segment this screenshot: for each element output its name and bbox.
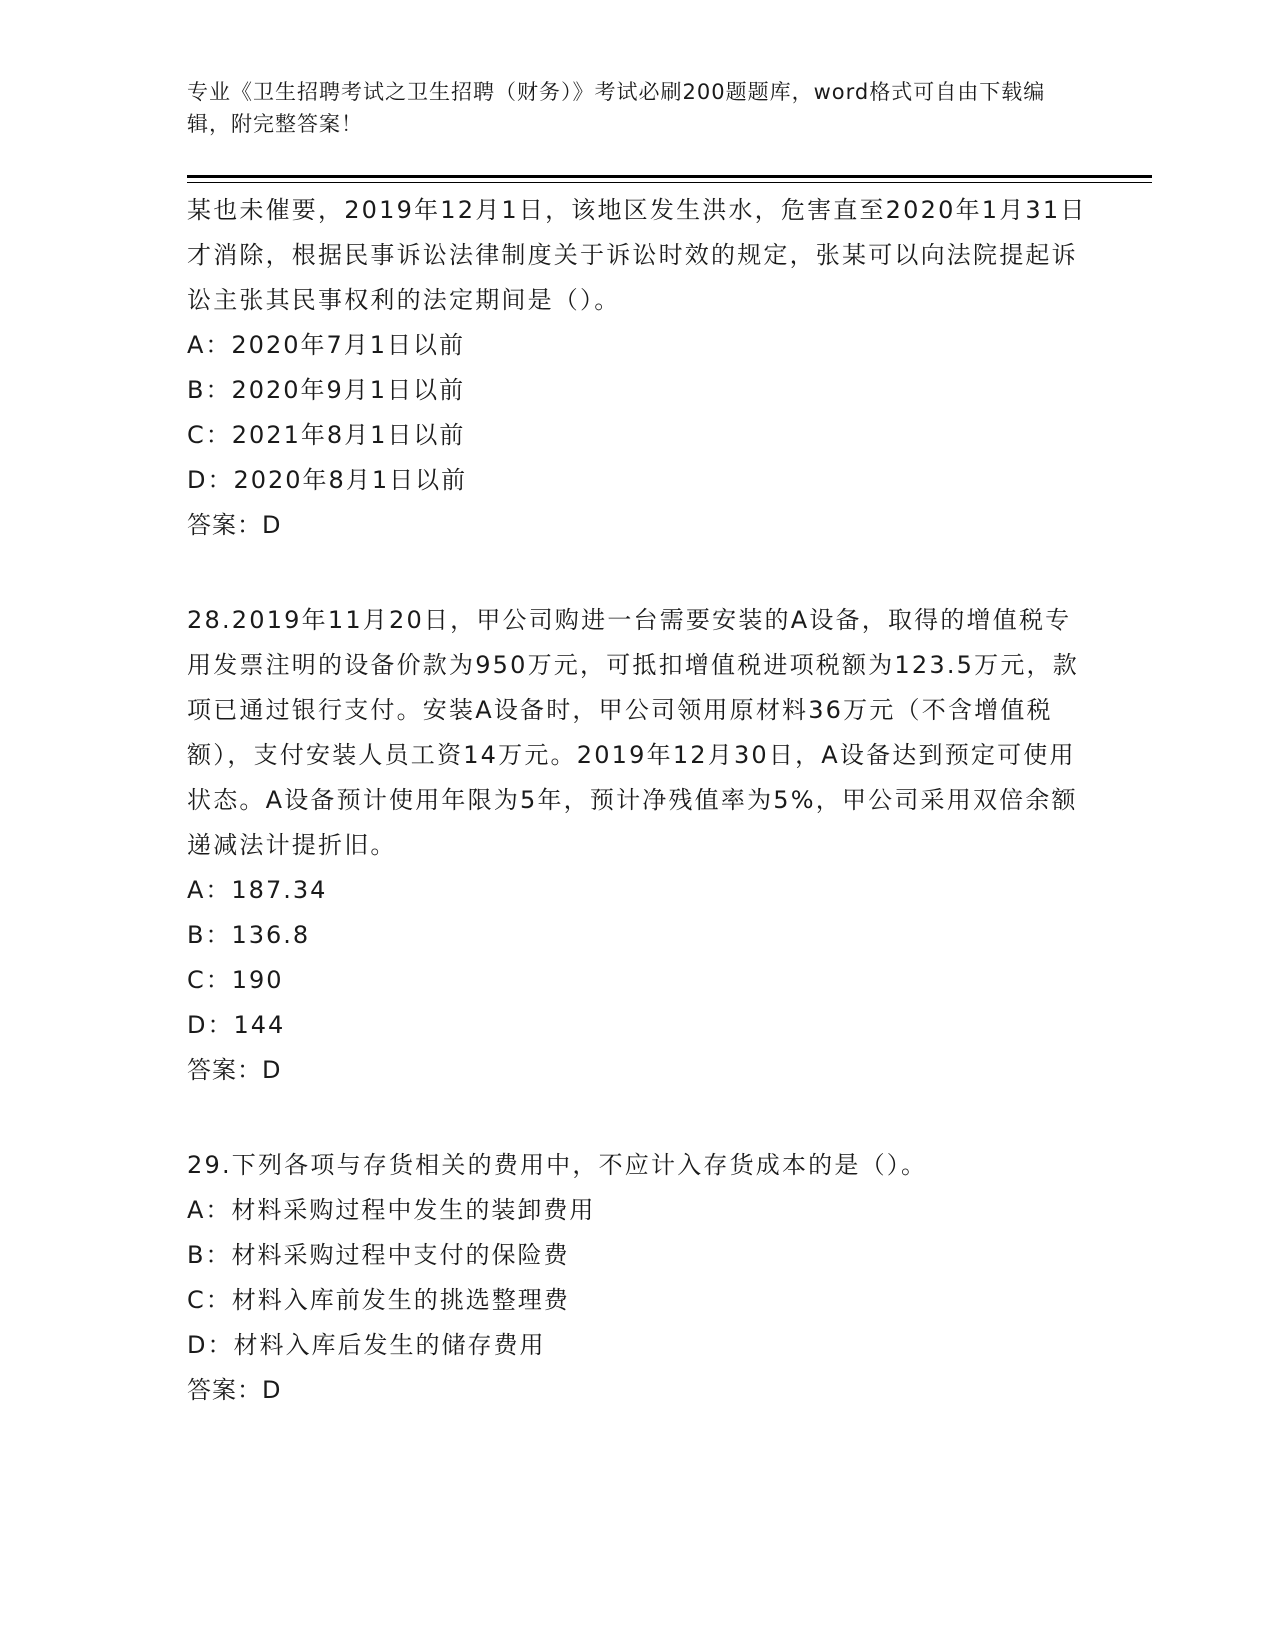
question-list	[187, 188, 1087, 1413]
document-header: 专业《卫生招聘考试之卫生招聘（财务）》考试必刷200题题库，word格式可自由下载编辑，附完整答案！	[187, 80, 1046, 136]
option-c: C：190	[187, 966, 284, 994]
option-d: D：2020年8月1日以前	[187, 466, 468, 494]
option-b: B：136.8	[187, 921, 311, 949]
question-block	[187, 1143, 1087, 1413]
answer-line: 答案：D	[187, 1376, 282, 1404]
answer-line: 答案：D	[187, 511, 282, 539]
option-c: C：2021年8月1日以前	[187, 421, 466, 449]
option-d: D：144	[187, 1011, 286, 1039]
header-divider-thin	[187, 182, 1152, 183]
option-a: A：材料采购过程中发生的装卸费用	[187, 1196, 596, 1224]
question-spacer	[187, 1093, 1087, 1143]
header-divider-thick	[187, 175, 1152, 178]
option-b: B：材料采购过程中支付的保险费	[187, 1241, 570, 1269]
question-block	[187, 598, 1087, 1093]
question-block	[187, 188, 1087, 548]
option-b: B：2020年9月1日以前	[187, 376, 466, 404]
option-c: C：材料入库前发生的挑选整理费	[187, 1286, 570, 1314]
question-stem: 28.2019年11月20日，甲公司购进一台需要安装的A设备，取得的增值税专用发票注明的设备价款为950万元，可抵扣增值税进项税额为123.5万元，款项已通过银行支付。安装A设备时，甲公司领用原材料36万元（不含增值税额），支付安装人员工资14万元。2019年12月30日，A设备达到预定可使用状态。A设备预计使用年限为5年，预计净残值率为5%，甲公司采用双倍余额递减法计提折旧。	[187, 606, 1079, 859]
answer-line: 答案：D	[187, 1056, 282, 1084]
question-stem: 某也未催要，2019年12月1日，该地区发生洪水，危害直至2020年1月31日才消除，根据民事诉讼法律制度关于诉讼时效的规定，张某可以向法院提起诉讼主张其民事权利的法定期间是（）。	[187, 196, 1087, 314]
question-stem: 29.下列各项与存货相关的费用中，不应计入存货成本的是（）。	[187, 1151, 928, 1179]
option-a: A：187.34	[187, 876, 328, 904]
option-a: A：2020年7月1日以前	[187, 331, 466, 359]
question-spacer	[187, 548, 1087, 598]
option-d: D：材料入库后发生的储存费用	[187, 1331, 546, 1359]
